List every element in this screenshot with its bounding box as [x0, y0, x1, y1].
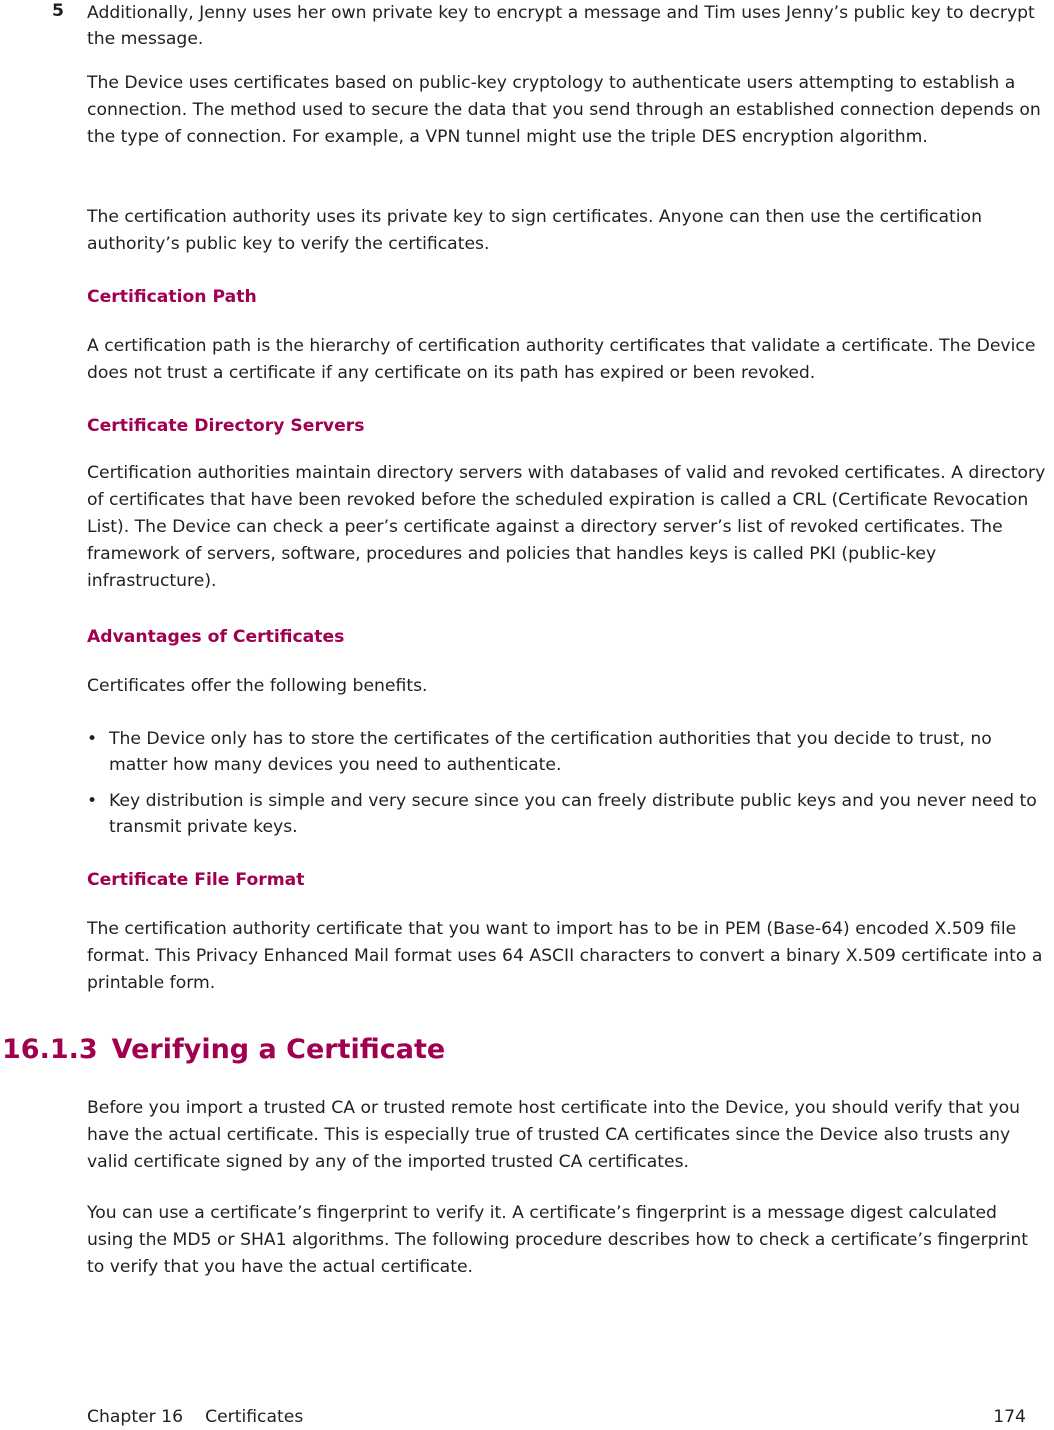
- device-certificates-paragraph: The Device uses certificates based on public-key cryptology to authenticate users attempting to establish a connection. The method used to secure the data that you send through an established connection depends on the type of connection. For example, a VPN tunnel might use the triple DES encryption algorithm.: [87, 73, 1041, 147]
- page-number: 174: [993, 1407, 1026, 1427]
- file-format-body: The certification authority certificate that you want to import has to be in PEM (Base-64) encoded X.509 file format. This Privacy Enhanced Mail format uses 64 ASCII characters to convert a binary X.509 certificate into a printable form.: [87, 919, 1043, 993]
- cert-path-body: A certification path is the hierarchy of certification authority certificates that validate a certificate. The Device does not trust a certificate if any certificate on its path has expired or been revoked.: [87, 336, 1036, 383]
- bullet-text: The Device only has to store the certificates of the certification authorities that you decide to trust, no matter how many devices you need to authenticate.: [109, 729, 992, 775]
- bullet-icon: •: [87, 791, 98, 811]
- list-item: [87, 726, 1047, 778]
- footer-chapter: Chapter 16: [87, 1407, 184, 1427]
- section-heading: [2, 1032, 445, 1068]
- step-item: [0, 0, 1054, 50]
- advantages-heading: Advantages of Certificates: [87, 627, 345, 647]
- cert-path-heading: Certification Path: [87, 287, 257, 307]
- verifying-paragraph-1: Before you import a trusted CA or trusted remote host certificate into the Device, you should verify that you have the actual certificate. This is especially true of trusted CA certificates since the Device also trusts any valid certificate signed by any of the imported trusted CA certificates.: [87, 1098, 1021, 1172]
- step-text: Additionally, Jenny uses her own private key to encrypt a message and Tim uses Jenny’s public key to decrypt the message.: [87, 3, 1035, 49]
- verifying-paragraph-2: You can use a certificate’s fingerprint to verify it. A certificate’s fingerprint is a message digest calculated using the MD5 or SHA1 algorithms. The following procedure describes how to check a certificate’s fingerprint to verify that you have the actual certificate.: [87, 1203, 1029, 1277]
- step-number: 5: [52, 1, 64, 21]
- list-item: [87, 788, 1047, 840]
- section-number: 16.1.3: [2, 1034, 98, 1065]
- bullet-text: Key distribution is simple and very secure since you can freely distribute public keys and you never need to transmit private keys.: [109, 791, 1037, 837]
- file-format-heading: Certificate File Format: [87, 870, 305, 890]
- section-title: Verifying a Certificate: [111, 1034, 446, 1065]
- advantages-list: [87, 726, 1047, 850]
- footer-chapter-title: Certificates: [205, 1407, 304, 1427]
- page-footer: [87, 1405, 1026, 1429]
- ca-signing-paragraph: The certification authority uses its private key to sign certificates. Anyone can then use the certification authority’s public key to verify the certificates.: [87, 207, 982, 254]
- dir-servers-body: Certification authorities maintain directory servers with databases of valid and revoked certificates. A directory of certificates that have been revoked before the scheduled expiration is called a CRL (Certificate Revocation List). The Device can check a peer’s certificate against a directory server’s list of revoked certificates. The framework of servers, software, procedures and policies that handles keys is called PKI (public-key infrastructure).: [87, 463, 1046, 591]
- advantages-intro: Certificates offer the following benefits.: [87, 676, 428, 696]
- bullet-icon: •: [87, 729, 98, 749]
- dir-servers-heading: Certificate Directory Servers: [87, 416, 365, 436]
